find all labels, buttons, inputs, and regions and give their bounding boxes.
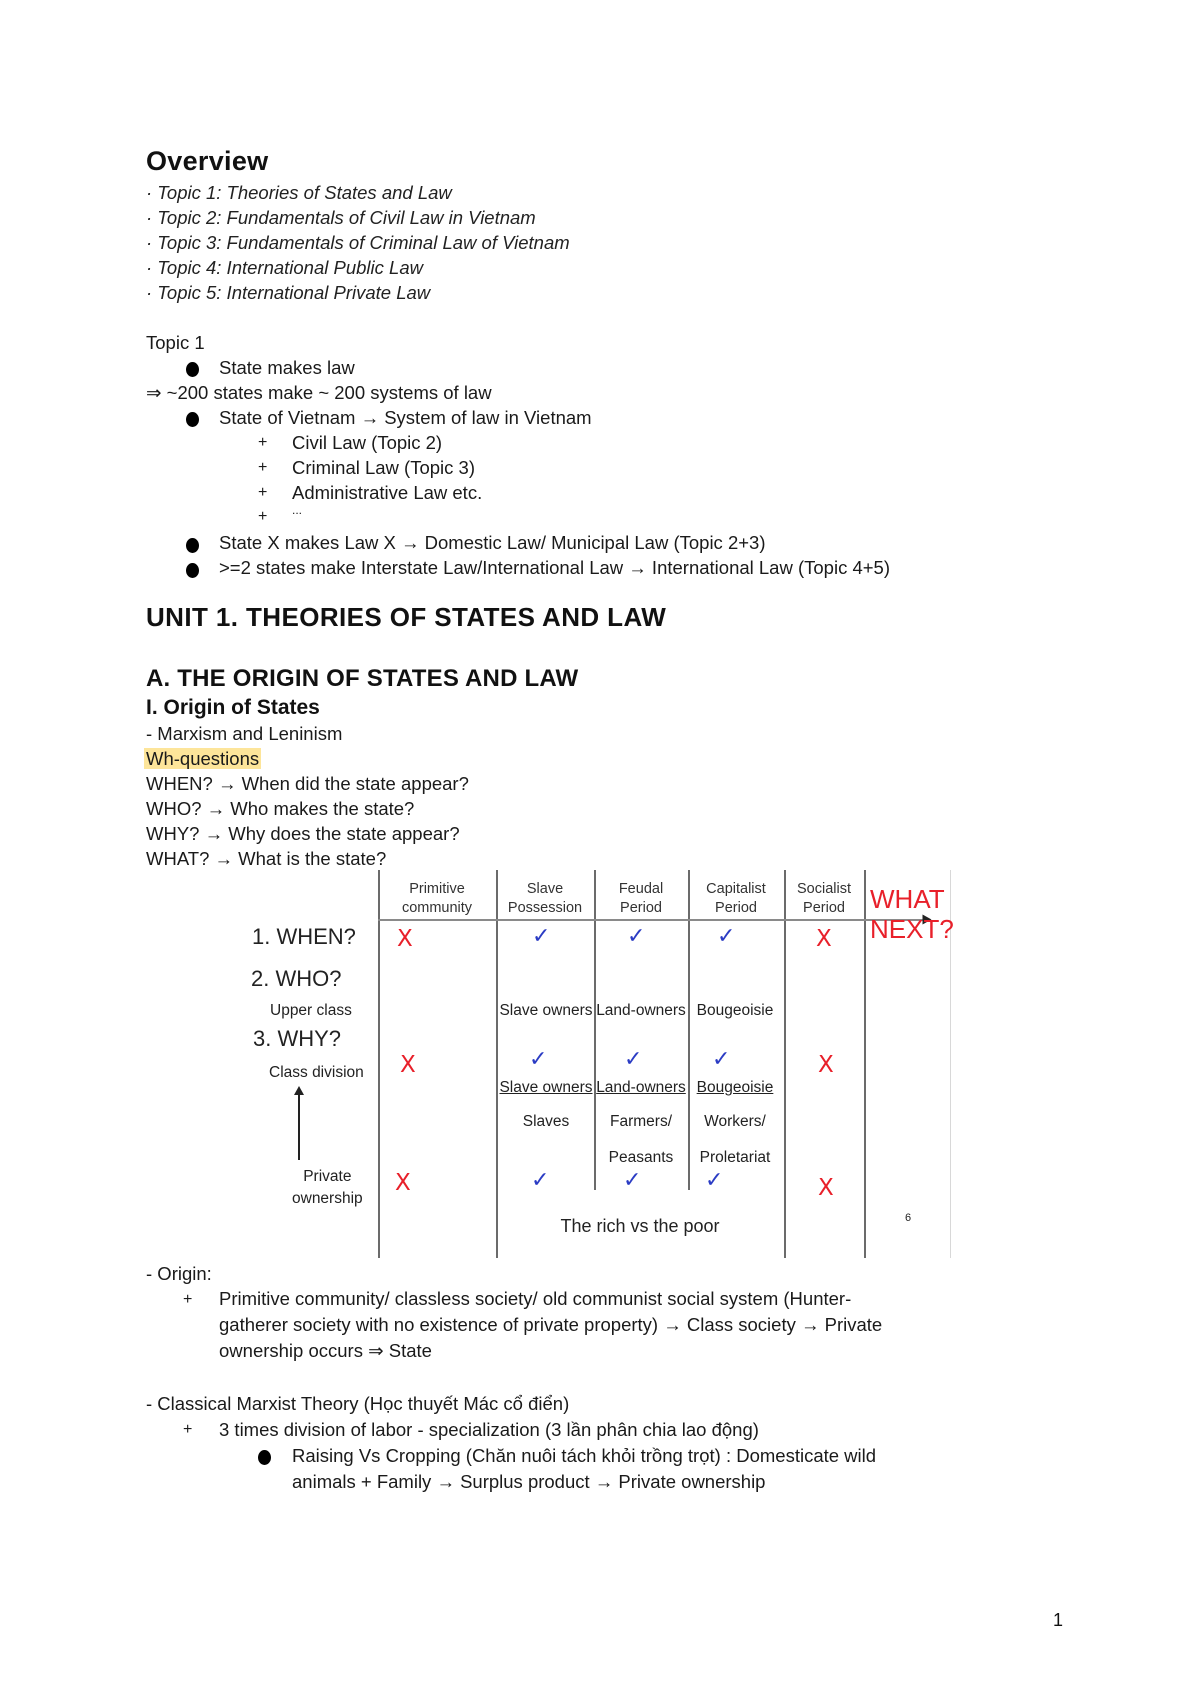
x-icon: X: [816, 926, 832, 952]
overview-item-topic-3: · Topic 3: Fundamentals of Criminal Law of Vietnam: [146, 232, 570, 253]
origin-label: - Origin:: [146, 1263, 212, 1284]
division-of-labor-line: 3 times division of labor - specialization (3 lần phân chia lao động): [219, 1419, 759, 1440]
implication-line: ⇒ ~200 states make ~ 200 systems of law: [146, 382, 492, 403]
divider: [864, 870, 866, 1258]
bullet-icon: [186, 538, 199, 553]
row-label-why: 3. WHY?: [253, 1026, 342, 1051]
overview-heading: Overview: [146, 146, 269, 176]
sub-item-administrative-law: Administrative Law etc.: [292, 482, 483, 503]
column-header-capitalist: [688, 880, 784, 918]
origin-line-2: gatherer society with no existence of private property) → Class society → Private: [219, 1314, 883, 1335]
check-icon: ✓: [529, 1047, 548, 1072]
question-what: WHAT? → What is the state?: [146, 848, 387, 869]
bullet-icon: [258, 1450, 271, 1465]
what-next-line: WHAT: [870, 884, 945, 914]
header-line: Period: [715, 900, 757, 916]
what-next-label: [870, 884, 954, 944]
x-icon: X: [395, 1170, 411, 1196]
check-icon: ✓: [705, 1168, 724, 1193]
wh-questions-label: [144, 748, 261, 770]
cell-slaves: Slaves: [522, 1113, 570, 1130]
divider: [784, 870, 786, 1258]
header-line: Primitive: [409, 881, 465, 897]
marxism-line: - Marxism and Leninism: [146, 723, 343, 744]
state-origin-diagram: [238, 870, 958, 1258]
classical-theory-label: - Classical Marxist Theory (Học thuyết Mác cổ điển): [146, 1393, 570, 1414]
check-icon: ✓: [624, 1047, 643, 1072]
header-line: Socialist: [797, 881, 851, 897]
unit-heading: UNIT 1. THEORIES OF STATES AND LAW: [146, 602, 667, 632]
x-icon: X: [818, 1052, 834, 1078]
header-line: Period: [620, 900, 662, 916]
row-label-class-division: Class division: [269, 1064, 364, 1081]
check-icon: ✓: [717, 924, 736, 949]
bullet-icon: [186, 412, 199, 427]
check-icon: ✓: [532, 924, 551, 949]
header-line: Possession: [507, 900, 583, 916]
check-icon: ✓: [623, 1168, 642, 1193]
header-divider: [378, 919, 930, 921]
bullet-icon: [186, 362, 199, 377]
question-when: WHEN? → When did the state appear?: [146, 773, 469, 794]
header-line: Capitalist: [706, 881, 766, 897]
x-icon: X: [397, 926, 413, 952]
row-label-private-ownership: [292, 1166, 363, 1210]
cell-proletariat: Proletariat: [699, 1149, 771, 1166]
row-label-when: 1. WHEN?: [252, 924, 356, 949]
header-line: Feudal: [618, 881, 664, 897]
international-law-line: >=2 states make Interstate Law/International Law → International Law (Topic 4+5): [219, 557, 891, 578]
cell-bougeoisie: Bougeoisie: [696, 1002, 774, 1019]
domestic-law-line: State X makes Law X → Domestic Law/ Municipal Law (Topic 2+3): [219, 532, 766, 553]
slide-number: 6: [904, 1212, 912, 1224]
header-line: community: [401, 900, 473, 916]
state-makes-law: State makes law: [219, 357, 355, 378]
plus-icon: +: [183, 1291, 193, 1308]
cell-slave-owners-underlined: Slave owners: [499, 1079, 593, 1096]
column-header-feudal: [594, 880, 688, 918]
cell-slave-owners: Slave owners: [499, 1002, 593, 1019]
origin-line-1: Primitive community/ classless society/ old communist social system (Hunter-: [219, 1288, 852, 1309]
question-who: WHO? → Who makes the state?: [146, 798, 415, 819]
column-header-primitive: [378, 880, 496, 918]
x-icon: X: [818, 1175, 834, 1201]
sub-item-ellipsis: ...: [292, 503, 303, 517]
cell-peasants: Peasants: [608, 1149, 674, 1166]
section-a-heading: A. THE ORIGIN OF STATES AND LAW: [146, 665, 579, 692]
question-why: WHY? → Why does the state appear?: [146, 823, 460, 844]
what-next-line: NEXT?: [870, 914, 954, 944]
raising-line-1: Raising Vs Cropping (Chăn nuôi tách khỏi trồng trọt) : Domesticate wild: [292, 1445, 877, 1466]
divider: [378, 870, 380, 1258]
overview-item-topic-1: · Topic 1: Theories of States and Law: [146, 182, 452, 203]
topic1-label: Topic 1: [146, 332, 205, 353]
overview-item-topic-4: · Topic 4: International Public Law: [146, 257, 423, 278]
divider: [688, 870, 690, 1190]
overview-item-topic-2: · Topic 2: Fundamentals of Civil Law in Vietnam: [146, 207, 536, 228]
overview-item-topic-5: · Topic 5: International Private Law: [146, 282, 431, 303]
plus-icon: +: [258, 484, 268, 501]
raising-line-2: animals + Family → Surplus product → Private ownership: [292, 1471, 766, 1492]
check-icon: ✓: [712, 1047, 731, 1072]
label-line: ownership: [292, 1190, 363, 1207]
divider: [594, 870, 596, 1190]
rich-vs-poor-label: The rich vs the poor: [560, 1216, 720, 1236]
cell-land-owners-underlined: Land-owners: [596, 1079, 686, 1096]
page-number: 1: [1053, 1610, 1064, 1630]
plus-icon: +: [183, 1421, 193, 1438]
column-header-slave: [496, 880, 594, 918]
header-line: Period: [803, 900, 845, 916]
divider: [496, 870, 498, 1258]
column-header-socialist: [784, 880, 864, 918]
header-line: Slave: [526, 881, 564, 897]
cell-workers: Workers/: [704, 1113, 766, 1130]
check-icon: ✓: [627, 924, 646, 949]
vietnam-system-line: State of Vietnam → System of law in Vietnam: [219, 407, 592, 428]
label-line: Private: [303, 1168, 352, 1185]
plus-icon: +: [258, 508, 268, 525]
x-icon: X: [400, 1052, 416, 1078]
check-icon: ✓: [531, 1168, 550, 1193]
sub-item-criminal-law: Criminal Law (Topic 3): [292, 457, 475, 478]
highlighted-text: Wh-questions: [146, 748, 260, 769]
cell-bougeoisie-underlined: Bougeoisie: [696, 1079, 774, 1096]
plus-icon: +: [258, 434, 268, 451]
section-i-heading: I. Origin of States: [146, 696, 320, 719]
row-label-who: 2. WHO?: [251, 966, 342, 991]
cell-farmers: Farmers/: [610, 1113, 672, 1130]
plus-icon: +: [258, 459, 268, 476]
sub-item-civil-law: Civil Law (Topic 2): [292, 432, 443, 453]
cell-land-owners: Land-owners: [596, 1002, 686, 1019]
arrow-shaft: [298, 1092, 300, 1160]
bullet-icon: [186, 563, 199, 578]
row-label-upper-class: Upper class: [270, 1002, 352, 1019]
origin-line-3: ownership occurs ⇒ State: [219, 1340, 432, 1361]
